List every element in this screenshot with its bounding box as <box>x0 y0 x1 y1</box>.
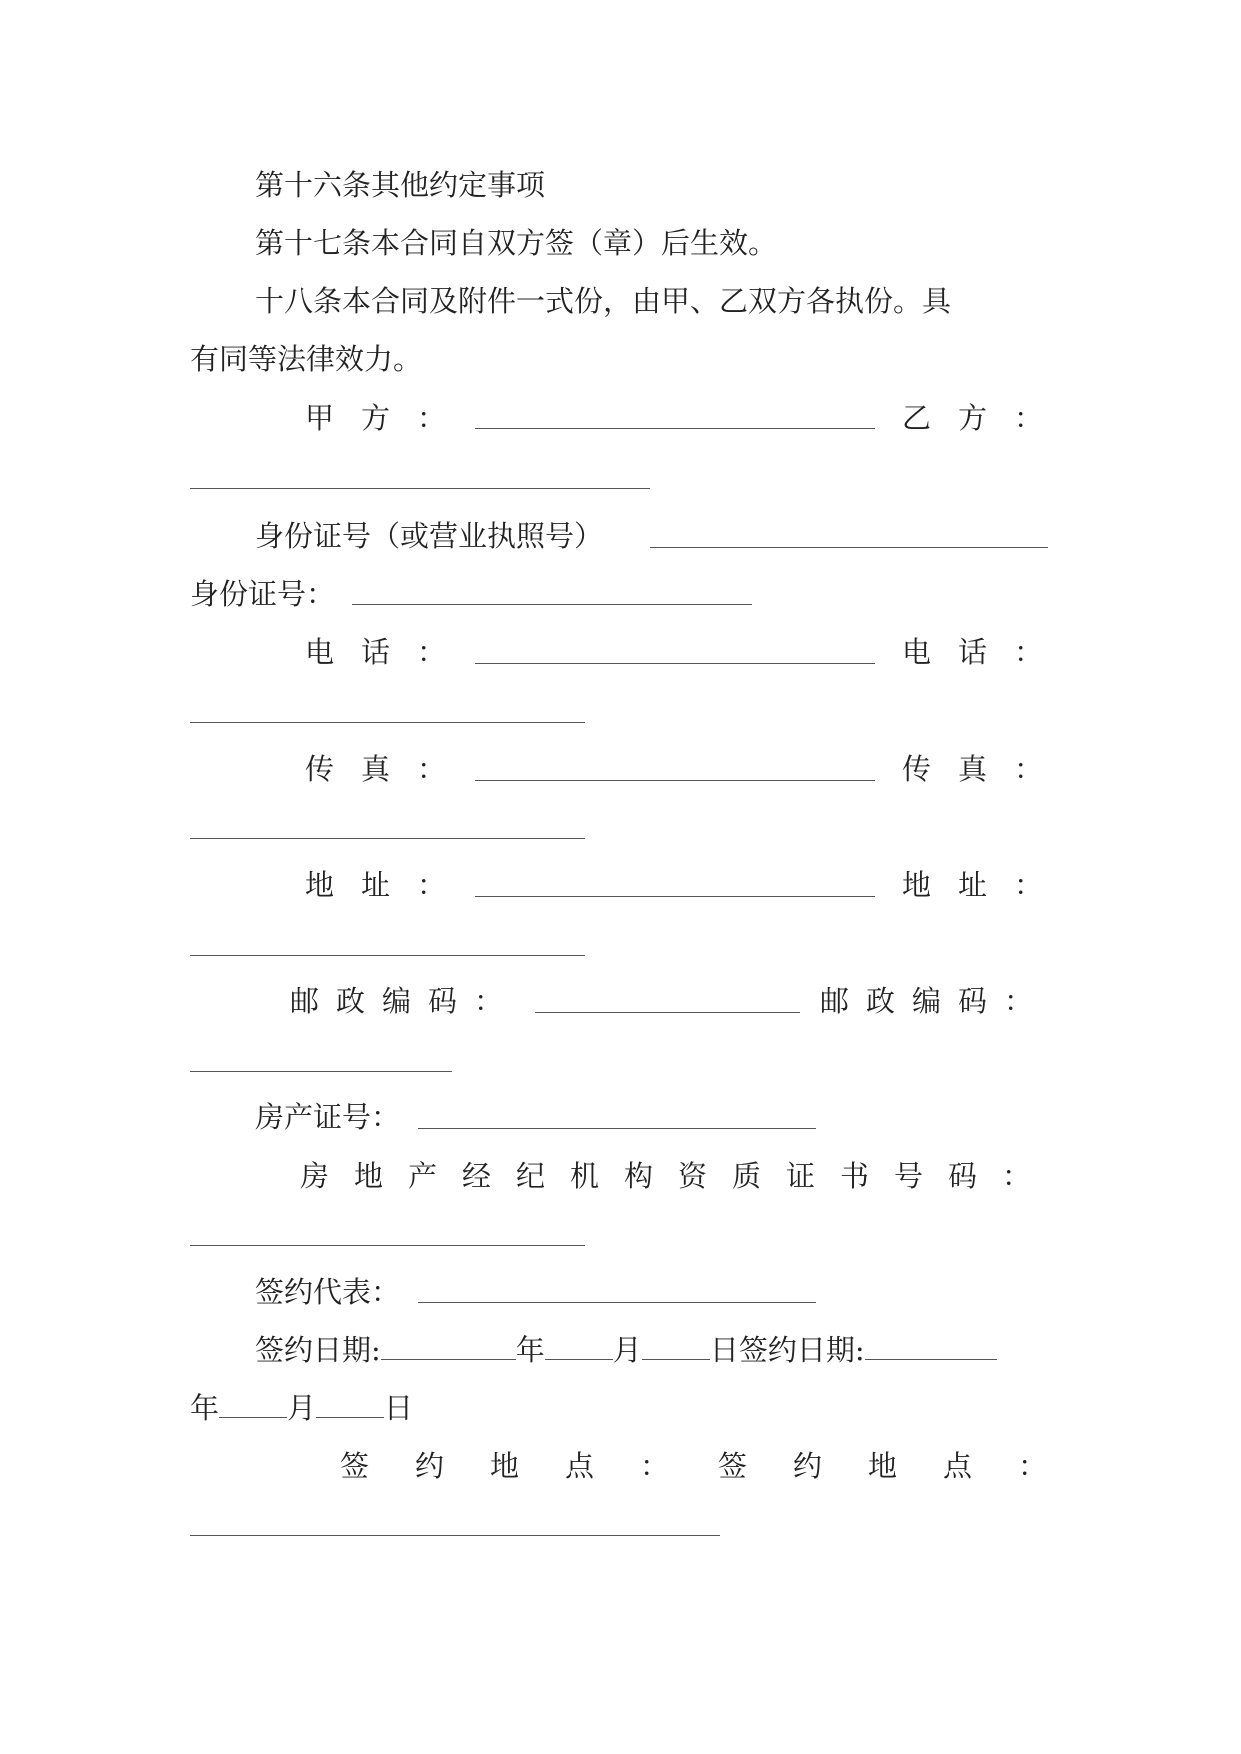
agency-qualification-blank[interactable] <box>190 1245 585 1246</box>
phone-a-blank[interactable] <box>475 663 875 664</box>
address-label-a: 地址： <box>305 868 474 902</box>
postcode-label-a: 邮政编码： <box>290 984 521 1018</box>
address-b-blank[interactable] <box>190 955 585 956</box>
address-a-blank[interactable] <box>475 896 875 897</box>
signing-place-blank[interactable] <box>190 1535 720 1536</box>
party-a-blank[interactable] <box>475 428 875 429</box>
id-business-blank[interactable] <box>650 547 1048 548</box>
article-18-line2: 有同等法律效力。 <box>190 342 423 376</box>
signing-place-label-a: 签约地点： <box>340 1449 716 1483</box>
article-17: 第十七条本合同自双方签（章）后生效。 <box>255 226 778 260</box>
fax-label-a: 传真： <box>305 752 474 786</box>
signing-date-row-b <box>190 1388 413 1428</box>
party-b-blank[interactable] <box>190 488 650 489</box>
postcode-label-b: 邮政编码： <box>820 984 1051 1018</box>
signing-rep-label: 签约代表： <box>255 1275 401 1309</box>
year-char-a: 年 <box>515 1333 545 1367</box>
postcode-b-blank[interactable] <box>190 1071 452 1072</box>
day-char-a: 日 <box>709 1333 739 1367</box>
signing-date-label-b: 签约日期: <box>738 1333 865 1367</box>
id-blank[interactable] <box>352 604 752 605</box>
day-char-b: 日 <box>384 1391 414 1425</box>
month-char-a: 月 <box>612 1333 642 1367</box>
address-label-b: 地址： <box>902 868 1071 902</box>
signing-date-day-blank-a[interactable] <box>642 1333 710 1360</box>
property-cert-blank[interactable] <box>418 1128 816 1129</box>
phone-label-b: 电话： <box>902 635 1071 669</box>
party-a-label: 甲方： <box>305 401 474 435</box>
signing-date-year-blank-b-start[interactable] <box>865 1333 997 1360</box>
agency-qualification-label: 房地产经纪机构资质证书号码： <box>300 1159 1057 1193</box>
signing-date-month-blank-a[interactable] <box>545 1333 613 1360</box>
id-label: 身份证号： <box>190 577 336 611</box>
month-char-b: 月 <box>287 1391 317 1425</box>
signing-date-month-blank-b[interactable] <box>219 1391 287 1418</box>
signing-date-year-blank-a[interactable] <box>381 1333 516 1360</box>
phone-label-a: 电话： <box>305 635 474 669</box>
fax-b-blank[interactable] <box>190 838 585 839</box>
id-business-label: 身份证号（或营业执照号） <box>255 519 604 553</box>
postcode-a-blank[interactable] <box>535 1012 800 1013</box>
article-18-line1: 十八条本合同及附件一式份，由甲、乙双方各执份。具 <box>255 284 952 318</box>
phone-b-blank[interactable] <box>190 722 585 723</box>
signing-place-label-b: 签约地点： <box>718 1449 1094 1483</box>
signing-rep-blank[interactable] <box>418 1302 816 1303</box>
party-b-label: 乙方： <box>902 401 1071 435</box>
signing-date-day-blank-b[interactable] <box>316 1391 384 1418</box>
year-char-b: 年 <box>190 1391 220 1425</box>
fax-a-blank[interactable] <box>475 780 875 781</box>
property-cert-label: 房产证号： <box>255 1100 401 1134</box>
signing-date-label-a: 签约日期: <box>255 1333 381 1367</box>
signing-date-row-a <box>255 1330 997 1370</box>
article-16: 第十六条其他约定事项 <box>255 168 546 202</box>
fax-label-b: 传真： <box>902 752 1071 786</box>
